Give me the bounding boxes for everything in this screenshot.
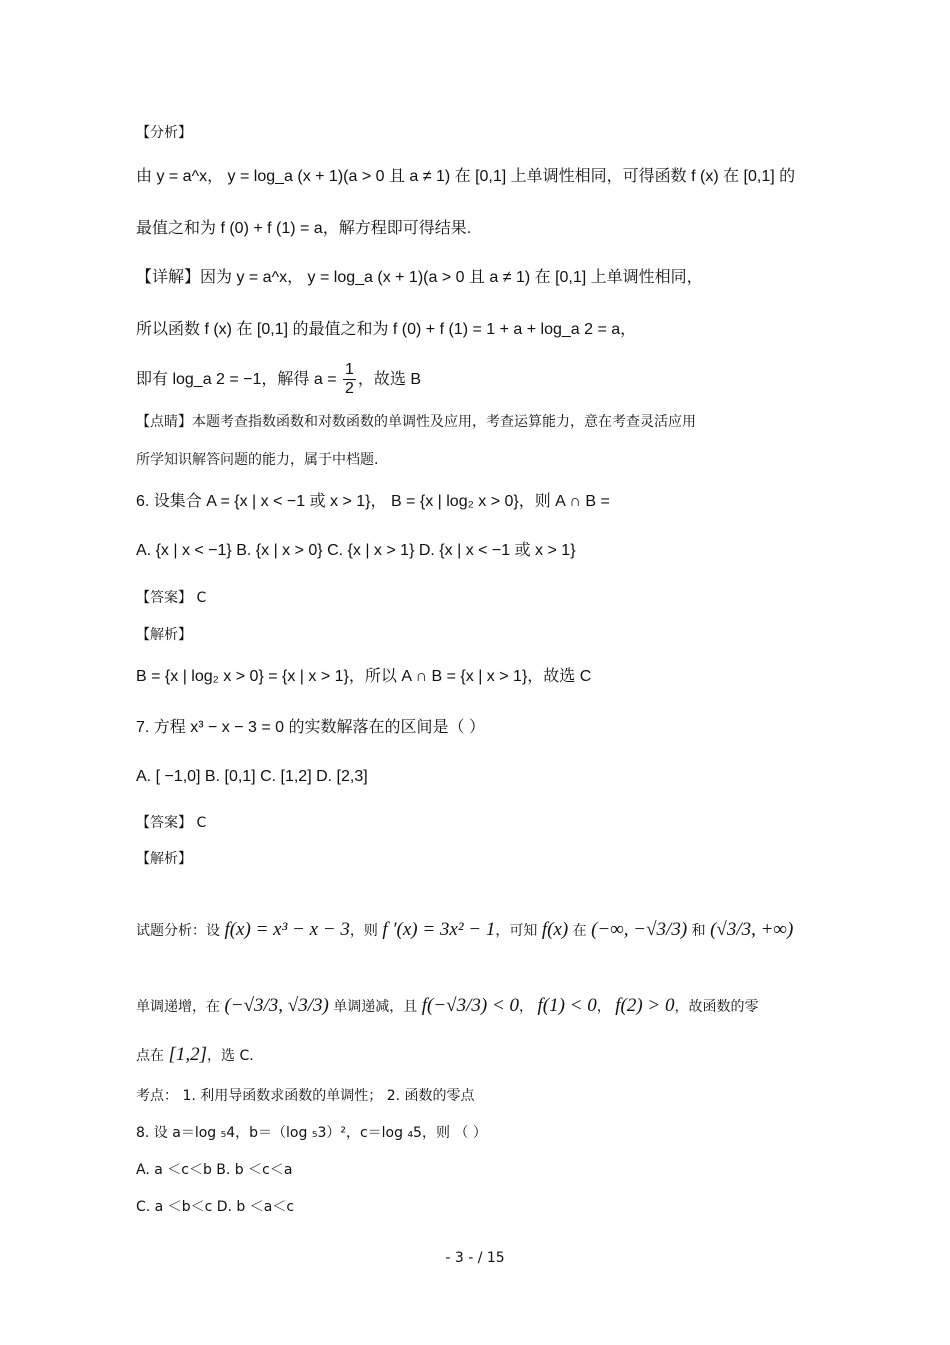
analysis-line-2: 最值之和为 f (0) + f (1) = a，解方程即可得结果.: [136, 220, 472, 237]
detail-line-1: 【详解】因为 y = a^x， y = log_a (x + 1)(a > 0 且 a ≠ 1) 在 [0,1] 上单调性相同，: [136, 269, 703, 286]
page-number: - 3 - / 15: [445, 1250, 505, 1266]
question-7-answer: 【答案】 C: [136, 815, 207, 831]
question-7-solution-line-3: [136, 1040, 254, 1071]
sol-text-g: 在: [568, 923, 592, 939]
sol-interval-right: (√3/3, +∞): [710, 919, 794, 940]
sol3-interval: [1,2]: [168, 1044, 207, 1065]
question-6-solution-heading: 【解析】: [136, 627, 192, 643]
sol2-text-i: ，故函数的零: [674, 999, 759, 1015]
fraction-numerator: 1: [345, 361, 354, 379]
analysis-line-1: 由 y = a^x， y = log_a (x + 1)(a > 0 且 a ≠ 1) 在 [0,1] 上单调性相同，可得函数 f (x) 在 [0,1] 的: [136, 168, 796, 185]
sol2-text-c: 单调递减，且: [328, 999, 422, 1015]
analysis-heading: 【分析】: [136, 125, 192, 141]
sol2-formula-1: f(−√3/3) < 0: [421, 995, 520, 1016]
question-7-stem: 7. 方程 x³ − x − 3 = 0 的实数解落在的区间是（ ）: [136, 719, 485, 736]
question-8-options-2: C. a ＜b＜c D. b ＜a＜c: [136, 1199, 295, 1215]
detail-line-3-answer: ，故选 B: [357, 371, 422, 388]
sol3-text-a: 点在: [136, 1048, 169, 1064]
question-7-options: A. [ −1,0] B. [0,1] C. [1,2] D. [2,3]: [136, 768, 368, 785]
remark-line-2: 所学知识解答问题的能力，属于中档题.: [136, 452, 379, 468]
question-6-options: A. {x | x < −1} B. {x | x > 0} C. {x | x > 1} D. {x | x < −1 或 x > 1}: [136, 542, 576, 559]
sol-text-e: ，可知: [495, 923, 542, 939]
detail-line-3: [136, 360, 421, 400]
question-8-stem: 8. 设 a＝log ₅4，b＝（log ₅3）²，c＝log ₄5，则 （ ）: [136, 1125, 487, 1141]
sol2-formula-3: f(2) > 0: [615, 995, 675, 1016]
sol-text-i: 和: [687, 923, 711, 939]
sol2-text-g: ，: [596, 999, 616, 1015]
fraction-denominator: 2: [345, 380, 354, 398]
question-6-stem: 6. 设集合 A = {x | x < −1 或 x > 1}， B = {x | log₂ x > 0}，则 A ∩ B =: [136, 493, 610, 510]
question-7-solution-line-1: [136, 915, 793, 946]
fraction-one-half: [343, 361, 356, 398]
sol2-formula-2: f(1) < 0: [537, 995, 597, 1016]
sol2-interval: (−√3/3, √3/3): [224, 995, 329, 1016]
question-7-solution-line-2: [136, 991, 758, 1022]
sol-formula-fx: f(x): [541, 919, 569, 940]
detail-line-3-text: 即有 log_a 2 = −1，解得 a =: [136, 371, 341, 388]
question-6-solution: B = {x | log₂ x > 0} = {x | x > 1}，所以 A ∩ B = {x | x > 1}，故选 C: [136, 668, 592, 685]
sol-text-a: 试题分析：设: [136, 923, 225, 939]
sol-interval-left: (−∞, −√3/3): [591, 919, 688, 940]
remark-line-1: 【点睛】本题考查指数函数和对数函数的单调性及应用，考查运算能力，意在考查灵活应用: [136, 414, 696, 430]
detail-line-2: 所以函数 f (x) 在 [0,1] 的最值之和为 f (0) + f (1) = 1 + a + log_a 2 = a，: [136, 321, 637, 338]
sol3-text-c: ，选 C.: [207, 1048, 254, 1064]
sol-formula-f: f(x) = x³ − x − 3: [224, 919, 350, 940]
sol2-text-e: ，: [519, 999, 538, 1015]
sol2-text-a: 单调递增，在: [136, 999, 225, 1015]
sol-formula-derivative: f ′(x) = 3x² − 1: [382, 919, 496, 940]
question-7-key-points: 考点： 1. 利用导函数求函数的单调性； 2. 函数的零点: [136, 1088, 475, 1104]
sol-text-c: ，则: [349, 923, 383, 939]
question-8-options-1: A. a ＜c＜b B. b ＜c＜a: [136, 1162, 293, 1178]
question-6-answer: 【答案】 C: [136, 590, 207, 606]
question-7-solution-heading: 【解析】: [136, 851, 192, 867]
